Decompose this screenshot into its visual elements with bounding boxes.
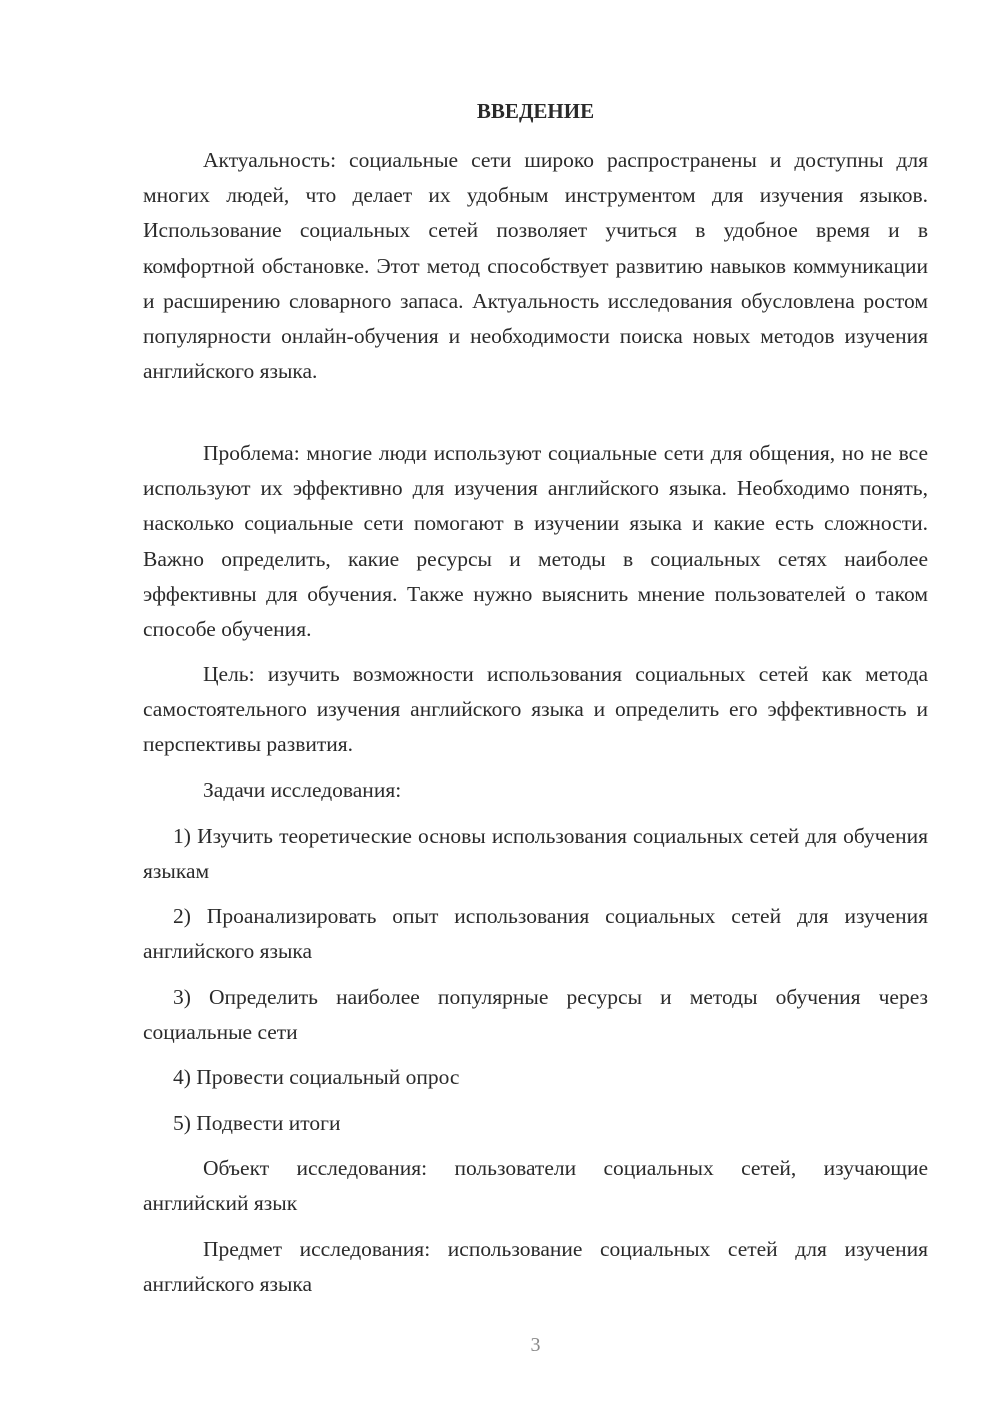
goal-paragraph: Цель: изучить возможности использования социальных сетей как метода самостоятельного изучения английского языка и определить его эффективность и перспективы развития. — [143, 662, 928, 757]
object-paragraph: Объект исследования: пользователи социальных сетей, изучающие английский язык — [143, 1156, 928, 1216]
task-item-5: 5) Подвести итоги — [173, 1111, 341, 1135]
relevance-paragraph: Актуальность: социальные сети широко распространены и доступны для многих людей, что делает их удобным инструментом для изучения языков. Использование социальных сетей позволяет учиться в удобное время и в комфортной обстановке. Этот метод способствует развитию навыков коммуникации и расширению словарного запаса. Актуальность исследования обусловлена ростом популярности онлайн-обучения и необходимости поиска новых методов изучения английского языка. — [143, 148, 928, 384]
page-title: ВВЕДЕНИЕ — [476, 99, 595, 123]
task-item-1: 1) Изучить теоретические основы использования социальных сетей для обучения языкам — [143, 824, 928, 884]
task-item-3: 3) Определить наиболее популярные ресурсы и методы обучения через социальные сети — [143, 985, 928, 1045]
task-item-4: 4) Провести социальный опрос — [173, 1065, 460, 1089]
tasks-heading: Задачи исследования: — [203, 778, 402, 802]
page-number: 3 — [530, 1334, 541, 1356]
subject-paragraph: Предмет исследования: использование социальных сетей для изучения английского языка — [143, 1237, 928, 1297]
task-item-2: 2) Проанализировать опыт использования социальных сетей для изучения английского языка — [143, 904, 928, 964]
problem-paragraph: Проблема: многие люди используют социальные сети для общения, но не все используют их эффективно для изучения английского языка. Необходимо понять, насколько социальные сети помогают в изучении языка и какие есть сложности. Важно определить, какие ресурсы и методы в социальных сетях наиболее эффективны для обучения. Также нужно выяснить мнение пользователей о таком способе обучения. — [143, 441, 928, 642]
